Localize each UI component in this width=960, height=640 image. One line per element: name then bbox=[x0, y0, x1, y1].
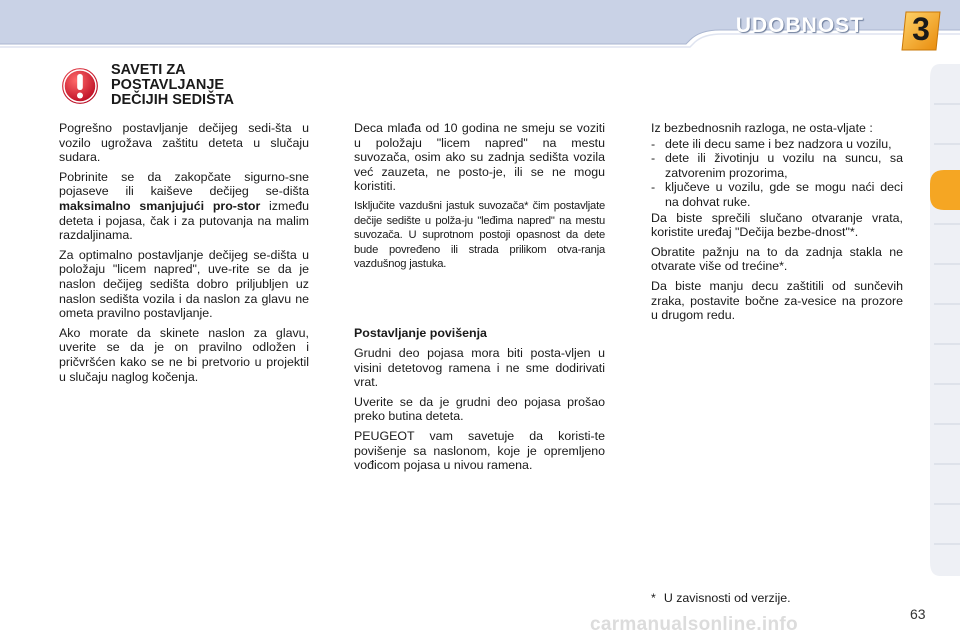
paragraph: Da biste sprečili slučano otvaranje vrata, koristite uređaj "Dečija bezbe-dnost"*. bbox=[651, 210, 903, 240]
emphasis-text: maksimalno smanjujući pro-stor bbox=[59, 198, 261, 213]
exclamation-warning-icon bbox=[60, 66, 100, 106]
paragraph: Ako morate da skinete naslon za glavu, uverite se da je on pravilno odložen i pričvršćen kako se ne bi pretvorio u projektil u slučaju naglog kočenja. bbox=[59, 325, 309, 384]
footnote-text: U zavisnosti od verzije. bbox=[663, 591, 791, 605]
section-title-line: POSTAVLJANJE bbox=[111, 77, 225, 93]
paragraph: Obratite pažnju na to da zadnja stakla ne otvarate više od trećine*. bbox=[651, 244, 903, 274]
section-title-line: SAVETI ZA bbox=[111, 62, 186, 78]
paragraph: Da biste manju decu zaštitili od sunčevih zraka, postavite bočne za-vesice na prozore u drugom redu. bbox=[651, 278, 903, 323]
paragraph bbox=[59, 170, 309, 243]
list-item bbox=[651, 151, 903, 180]
chapter-number: 3 bbox=[912, 11, 930, 47]
paragraph: Uverite se da je grudni deo pojasa prošao preko butina deteta. bbox=[354, 394, 605, 424]
paragraph-text: između deteta i pojasa, čak i za putovanja na malim razdaljinama. bbox=[59, 198, 309, 243]
chapter-title: UDOBNOST bbox=[735, 14, 864, 37]
footnote-mark: * bbox=[651, 591, 656, 605]
bullet-mark: - bbox=[651, 180, 656, 195]
text-column-middle bbox=[354, 121, 605, 277]
list-item-text: dete ili decu same i bez nadzora u vozilu, bbox=[665, 136, 892, 151]
paragraph: Deca mlađa od 10 godina ne smeju se voziti u položaju "licem napred" na mestu suvozača, osim ako su zadnja sedišta vozila već zauzeta, ne posto-je, ili se ne mogu koristiti. bbox=[354, 121, 605, 194]
text-column-right bbox=[651, 121, 903, 328]
paragraph: Grudni deo pojasa mora biti posta-vljen u visini detetovog ramena i ne sme dodirivati vrat. bbox=[354, 346, 605, 390]
list-item bbox=[651, 180, 903, 209]
list-item bbox=[651, 137, 903, 152]
paragraph: PEUGEOT vam savetuje da koristi-te povišenje sa naslonom, koje je opremljeno vođicom pojasa u nivou ramena. bbox=[354, 428, 605, 473]
paragraph-text: Pobrinite se da zakopčate sigurno-sne pojaseve ili kaiševe dečijeg se-dišta bbox=[59, 169, 309, 199]
paragraph: Pogrešno postavljanje dečijeg sedi-šta u vozilo ugrožava zaštitu deteta u slučaju sudara. bbox=[59, 121, 309, 165]
footnote bbox=[651, 591, 791, 605]
bullet-list bbox=[651, 137, 903, 210]
watermark: carmanualsonline.info bbox=[590, 614, 798, 635]
text-column-middle-lower bbox=[354, 346, 605, 478]
paragraph: Iz bezbednosnih razloga, ne osta-vljate : bbox=[651, 121, 873, 135]
list-item-text: dete ili životinju u vozilu na suncu, sa zatvorenim prozorima, bbox=[665, 151, 903, 180]
text-column-left bbox=[59, 121, 309, 389]
section-title-line: DEČIJIH SEDIŠTA bbox=[111, 92, 235, 108]
list-item-text: ključeve u vozilu, gde se mogu naći deci na dohvat ruke. bbox=[665, 180, 903, 209]
subheading: Postavljanje povišenja bbox=[354, 326, 487, 340]
section-title bbox=[111, 63, 301, 108]
paragraph: Isključite vazdušni jastuk suvozača* čim postavljate dečije sedište u polža-ju "leđima napred" na mestu suvozača. U suprotnom postoji opasnost da dete bude povređeno ili strada prilikom otva-ranja vazdušnog jastuka. bbox=[354, 199, 605, 271]
side-tab-strip bbox=[926, 64, 960, 576]
paragraph: Za optimalno postavljanje dečijeg se-dišta u položaju "licem napred", uve-rite se da je naslon dečijeg sedišta dobro priljubljen uz naslon sedišta vozila i da naslon za glavu ne ometa pravilno postavljanje. bbox=[59, 247, 309, 321]
bullet-mark: - bbox=[651, 136, 656, 151]
page-number: 63 bbox=[910, 606, 926, 622]
bullet-mark: - bbox=[651, 151, 656, 166]
